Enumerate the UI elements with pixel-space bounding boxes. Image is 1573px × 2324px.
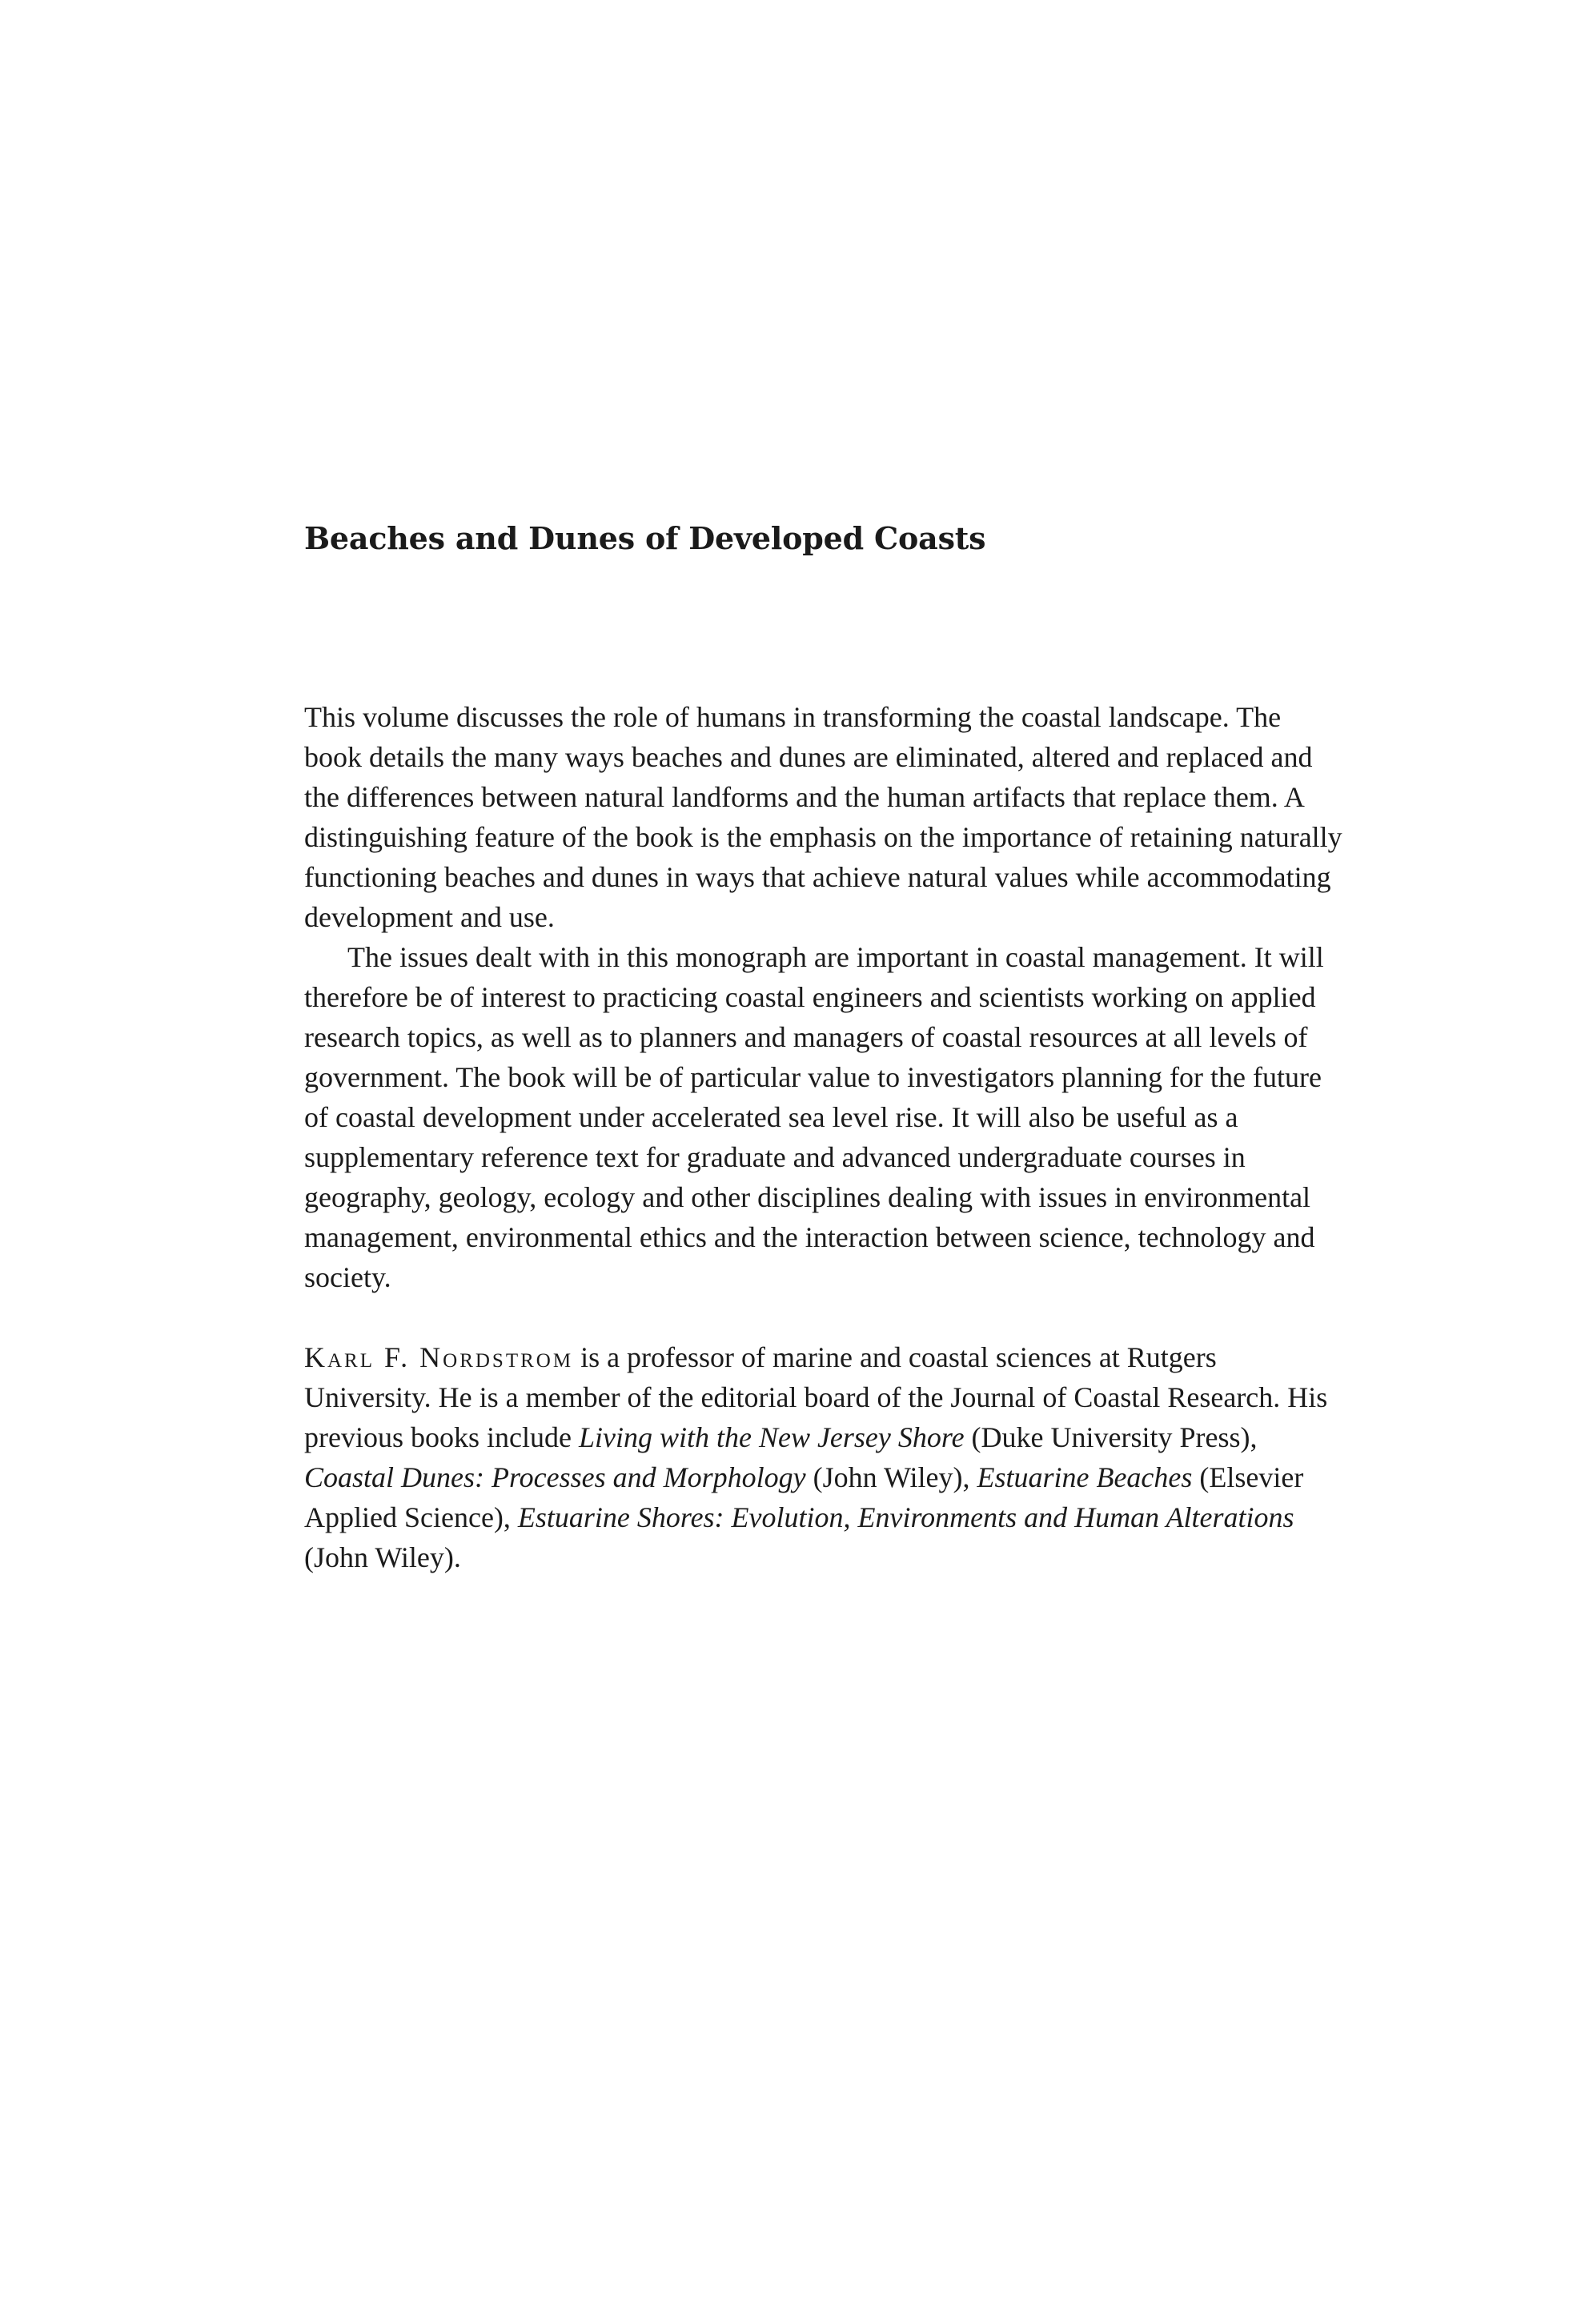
author-bio-text-3: (John Wiley), — [805, 1461, 977, 1493]
author-bio-text-1: is a professor of marine and coastal sciences at Rutgers University. He is a member of the editorial board of the Journal of Coastal Research. His previous books include — [304, 1340, 1328, 1453]
book-title-4: Estuarine Shores: Evolution, Environments and Human Alterations — [517, 1501, 1294, 1533]
author-bio-text-2: (Duke University Press), — [964, 1420, 1258, 1453]
description-paragraph-1: This volume discusses the role of humans in transforming the coastal landscape. The book details the many ways beaches and dunes are eliminated, altered and replaced and the differences between natural landforms and the human artifacts that replace them. A distinguishing feature of the book is the emphasis on the importance of retaining naturally functioning beaches and dunes in ways that achieve natural values while accommodating development and use. — [304, 700, 1342, 933]
author-name: Karl F. Nordstrom — [304, 1340, 574, 1373]
book-title-2: Coastal Dunes: Processes and Morphology — [304, 1461, 806, 1493]
page-content — [304, 520, 1345, 1577]
author-bio-paragraph — [304, 1337, 1345, 1577]
author-bio-text-4: (Elsevier Applied Science), — [304, 1461, 1304, 1533]
book-title-3: Estuarine Beaches — [977, 1461, 1193, 1493]
author-bio-text-5: (John Wiley). — [304, 1541, 461, 1573]
book-title: Beaches and Dunes of Developed Coasts — [304, 520, 986, 556]
book-title-1: Living with the New Jersey Shore — [578, 1420, 965, 1453]
description-paragraph-2: The issues dealt with in this monograph are important in coastal management. It will therefore be of interest to practicing coastal engineers and scientists working on applied research topics, as well as to planners and managers of coastal resources at all levels of government. The book will be of particular value to investigators planning for the future of coastal development under accelerated sea level rise. It will also be useful as a supplementary reference text for graduate and advanced undergraduate courses in geography, geology, ecology and other disciplines dealing with issues in environmental management, environmental ethics and the interaction between science, technology and society. — [304, 940, 1324, 1293]
